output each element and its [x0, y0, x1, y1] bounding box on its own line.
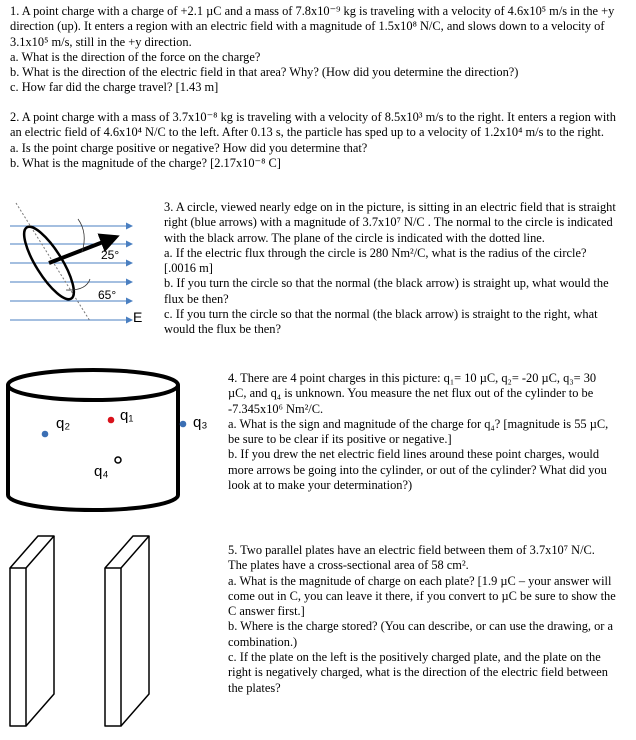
- problem-2: [10, 110, 622, 171]
- problem-5-text: 5. Two parallel plates have an electric field between them of 3.7x10⁷ N/C. The plates have a cross-sectional area of 58 cm².: [228, 543, 595, 573]
- problem-5: [228, 543, 616, 696]
- right-plate: [105, 536, 149, 726]
- problem-5-b: b. Where is the charge stored? (You can describe, or can use the drawing, or a combination.): [228, 619, 614, 649]
- left-plate: [10, 536, 54, 726]
- problem-4-b: b. If you drew the net electric field lines around these point charges, would more arrows be going into the cylinder, or out of the cylinder? What did you look at to make your determination?): [228, 447, 607, 493]
- flux-circle-figure: [8, 195, 158, 335]
- problem-3: [164, 200, 616, 338]
- problem-3-a: a. If the electric flux through the circle is 280 Nm²/C, what is the radius of the circle? [.0016 m]: [164, 245, 587, 276]
- problem-2-a: a. Is the point charge positive or negative? How did you determine that?: [10, 140, 368, 155]
- angle-arc-top: [78, 219, 84, 252]
- problem-3-c: c. If you turn the circle so that the normal (the black arrow) is straight to the right, what would the flux be then?: [164, 307, 598, 337]
- problem-4: [228, 371, 616, 493]
- problem-5-c: c. If the plate on the left is the positively charged plate, and the plate on the right is negatively charged, what is the direction of the electric field between the plates?: [228, 650, 608, 695]
- problem-1-b: b. What is the direction of the electric field in that area? Why? (How did you determine the direction?): [10, 65, 519, 80]
- problem-1: [10, 4, 622, 96]
- problem-3-text: 3. A circle, viewed nearly edge on in the picture, is sitting in an electric field that is straight right (blue arrows) with a magnitude of 3.7x10⁷ N/C . The normal to the circle is indicated with the black arrow. The plane of the circle is indicated with the dotted line.: [164, 200, 616, 245]
- cylinder-top: [8, 370, 178, 400]
- problem-1-text: 1. A point charge with a charge of +2.1 µC and a mass of 7.8x10⁻⁹ kg is traveling with a velocity of 4.6x10⁵ m/s in the +y direction (up). It enters a region with an electric field with a magnitude of 1.5x10⁸ N/C, and slows down to a velocity of 3.1x10⁵ m/s, still in the +y direction.: [10, 4, 615, 49]
- problem-1-a: a. What is the direction of the force on the charge?: [10, 49, 261, 64]
- q2-dot: [42, 431, 49, 438]
- problem-4-text: 4. There are 4 point charges in this picture: q₁= 10 µC, q₂= -20 µC, q₃= 30 µC, and q₄ is unknown. You measure the net flux out of the cylinder to be -7.345x10⁶ Nm²/C.: [228, 371, 597, 416]
- gauss-cylinder-figure: [0, 368, 225, 518]
- problem-3-b: b. If you turn the circle so that the normal (the black arrow) is straight up, what would the flux be then?: [164, 276, 609, 306]
- problem-2-b: b. What is the magnitude of the charge? [2.17x10⁻⁸ C]: [10, 155, 281, 170]
- cylinder-bottom: [8, 495, 178, 510]
- problem-4-a: a. What is the sign and magnitude of the charge for q₄? [magnitude is 55 µC, be sure to be clear if its positive or negative.]: [228, 416, 609, 447]
- field-lines: [10, 226, 132, 320]
- q1-dot: [108, 417, 115, 424]
- field-label-e: E: [133, 309, 143, 325]
- problem-2-text: 2. A point charge with a mass of 3.7x10⁻⁸ kg is traveling with a velocity of 8.5x10³ m/s to the right. It enters a region with an electric field of 4.6x10⁴ N/C to the left. After 0.13 s, the particle has sped up to a velocity of 1.2x10⁴ m/s to the right.: [10, 110, 616, 140]
- parallel-plates-figure: [0, 530, 175, 738]
- angle-top-label: 25°: [101, 248, 120, 262]
- q4-label: q₄: [94, 463, 109, 480]
- q4-dot: [115, 457, 121, 463]
- q1-label: q₁: [120, 407, 134, 424]
- q3-label: q₃: [193, 414, 208, 431]
- q3-dot: [180, 421, 187, 428]
- q2-label: q₂: [56, 415, 71, 432]
- problem-5-a: a. What is the magnitude of charge on each plate? [1.9 µC – your answer will come out in C, you can leave it there, if you convert to µC be sure to show the C answer first.]: [228, 573, 616, 619]
- problem-1-c: c. How far did the charge travel? [1.43 m]: [10, 80, 219, 95]
- angle-bottom-label: 65°: [98, 288, 117, 302]
